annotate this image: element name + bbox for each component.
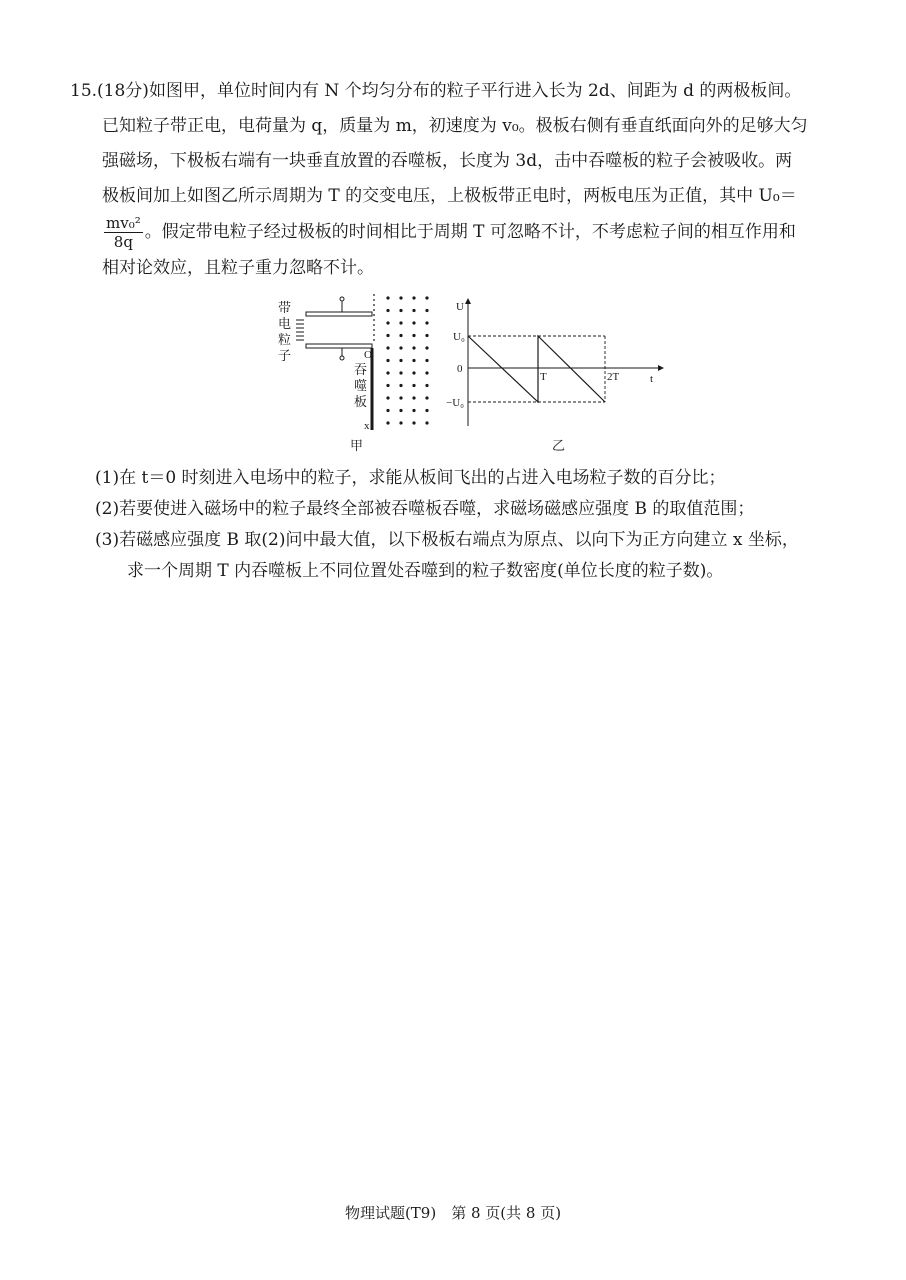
question-3: (3)若磁感应强度 B 取(2)问中最大值，以下极板右端点为原点、以向下为正方向建立 x 坐标， <box>95 530 799 550</box>
field-dot <box>399 384 402 387</box>
figure-jia-label: 甲 <box>350 439 364 454</box>
fraction-denominator: 8q <box>113 233 133 251</box>
question-2: (2)若要使进入磁场中的粒子最终全部被吞噬板吞噬，求磁场磁感应强度 B 的取值范围； <box>95 499 755 519</box>
field-dot <box>425 346 428 349</box>
field-dot <box>399 321 402 324</box>
field-dot <box>386 384 389 387</box>
board-label-2: 噬 <box>354 379 368 394</box>
field-dot <box>412 346 415 349</box>
problem-line-6: 相对论效应，且粒子重力忽略不计。 <box>102 258 374 278</box>
field-dot <box>425 334 428 337</box>
field-dot <box>399 409 402 412</box>
origin-label: O <box>364 349 372 361</box>
question-3-continued: 求一个周期 T 内吞噬板上不同位置处吞噬到的粒子数密度(单位长度的粒子数)。 <box>127 561 724 581</box>
field-dot <box>412 321 415 324</box>
u-axis-label: U <box>456 301 464 313</box>
field-dot <box>386 396 389 399</box>
problem-line-1 <box>70 74 840 109</box>
field-dot <box>386 321 389 324</box>
particle-label-1: 带 <box>278 301 292 316</box>
figure-yi-label: 乙 <box>552 439 566 454</box>
reference-dashes <box>468 336 605 402</box>
two-t-tick-label: 2T <box>607 371 620 383</box>
figure <box>270 290 670 458</box>
field-dot <box>425 396 428 399</box>
field-dot <box>386 359 389 362</box>
field-dot <box>386 346 389 349</box>
problem-line-5 <box>70 214 840 251</box>
field-dot <box>412 359 415 362</box>
field-dot <box>412 309 415 312</box>
field-dot <box>412 396 415 399</box>
particle-label-3: 粒 <box>278 333 292 348</box>
question-1: (1)在 t＝0 时刻进入电场中的粒子，求能从板间飞出的占进入电场粒子数的百分比； <box>95 468 726 488</box>
magnetic-field-dots <box>386 296 428 424</box>
field-dot <box>425 409 428 412</box>
field-dot <box>399 359 402 362</box>
problem-text-5: 。假定带电粒子经过极板的时间相比于周期 T 可忽略不计，不考虑粒子间的相互作用和 <box>144 222 796 242</box>
field-dot <box>412 409 415 412</box>
field-dot <box>425 421 428 424</box>
field-dot <box>386 309 389 312</box>
field-dot <box>386 334 389 337</box>
field-dot <box>399 421 402 424</box>
problem-statement <box>70 74 840 286</box>
field-dot <box>425 384 428 387</box>
field-dot <box>412 334 415 337</box>
page-footer: 物理试题(T9) 第 8 页(共 8 页) <box>344 1204 562 1222</box>
u-axis-arrow <box>465 298 471 304</box>
t-axis-arrow <box>658 365 664 371</box>
t-axis-label: t <box>650 373 654 385</box>
t-tick-label: T <box>540 371 547 383</box>
particle-beam <box>296 320 304 340</box>
sub-questions <box>95 463 855 587</box>
particle-label-4: 子 <box>278 349 292 364</box>
figure-svg <box>270 290 670 458</box>
problem-points: (18分) <box>97 81 149 101</box>
neg-u0-label: −U₀ <box>446 397 464 409</box>
field-dot <box>386 421 389 424</box>
problem-text-1: 如图甲，单位时间内有 N 个均匀分布的粒子平行进入长为 2d、间距为 d 的两极板间。 <box>148 81 802 101</box>
particle-label-2: 电 <box>278 317 292 332</box>
field-dot <box>412 384 415 387</box>
figure-yi <box>446 298 664 454</box>
field-dot <box>386 409 389 412</box>
field-dot <box>399 309 402 312</box>
problem-line-3: 强磁场，下极板右端有一块垂直放置的吞噬板，长度为 3d，击中吞噬板的粒子会被吸收。两 <box>102 151 793 171</box>
zero-label: 0 <box>457 363 463 375</box>
problem-number: 15. <box>70 81 98 101</box>
field-dot <box>399 371 402 374</box>
field-dot <box>399 296 402 299</box>
field-dot <box>386 371 389 374</box>
figure-jia <box>278 294 429 454</box>
field-dot <box>425 359 428 362</box>
board-label-1: 吞 <box>354 363 368 378</box>
problem-line-4: 极板间加上如图乙所示周期为 T 的交变电压，上极板带正电时，两板电压为正值，其中 U₀＝ <box>102 186 797 206</box>
field-dot <box>386 296 389 299</box>
u0-label: U₀ <box>453 331 465 343</box>
lower-plate <box>306 344 372 360</box>
voltage-waveform <box>468 336 605 402</box>
fraction-numerator: mv₀² <box>106 214 141 232</box>
board-label-3: 板 <box>354 395 368 410</box>
field-dot <box>412 296 415 299</box>
x-axis-label: x <box>364 420 370 432</box>
field-dot <box>399 346 402 349</box>
field-dot <box>399 396 402 399</box>
field-dot <box>425 321 428 324</box>
field-dot <box>425 296 428 299</box>
field-dot <box>425 309 428 312</box>
upper-plate <box>306 297 372 316</box>
field-dot <box>425 371 428 374</box>
field-dot <box>412 371 415 374</box>
u0-fraction <box>104 214 143 251</box>
field-dot <box>399 334 402 337</box>
field-dot <box>412 421 415 424</box>
problem-line-2: 已知粒子带正电，电荷量为 q，质量为 m，初速度为 v₀。极板右侧有垂直纸面向外的足够大匀 <box>102 116 808 136</box>
